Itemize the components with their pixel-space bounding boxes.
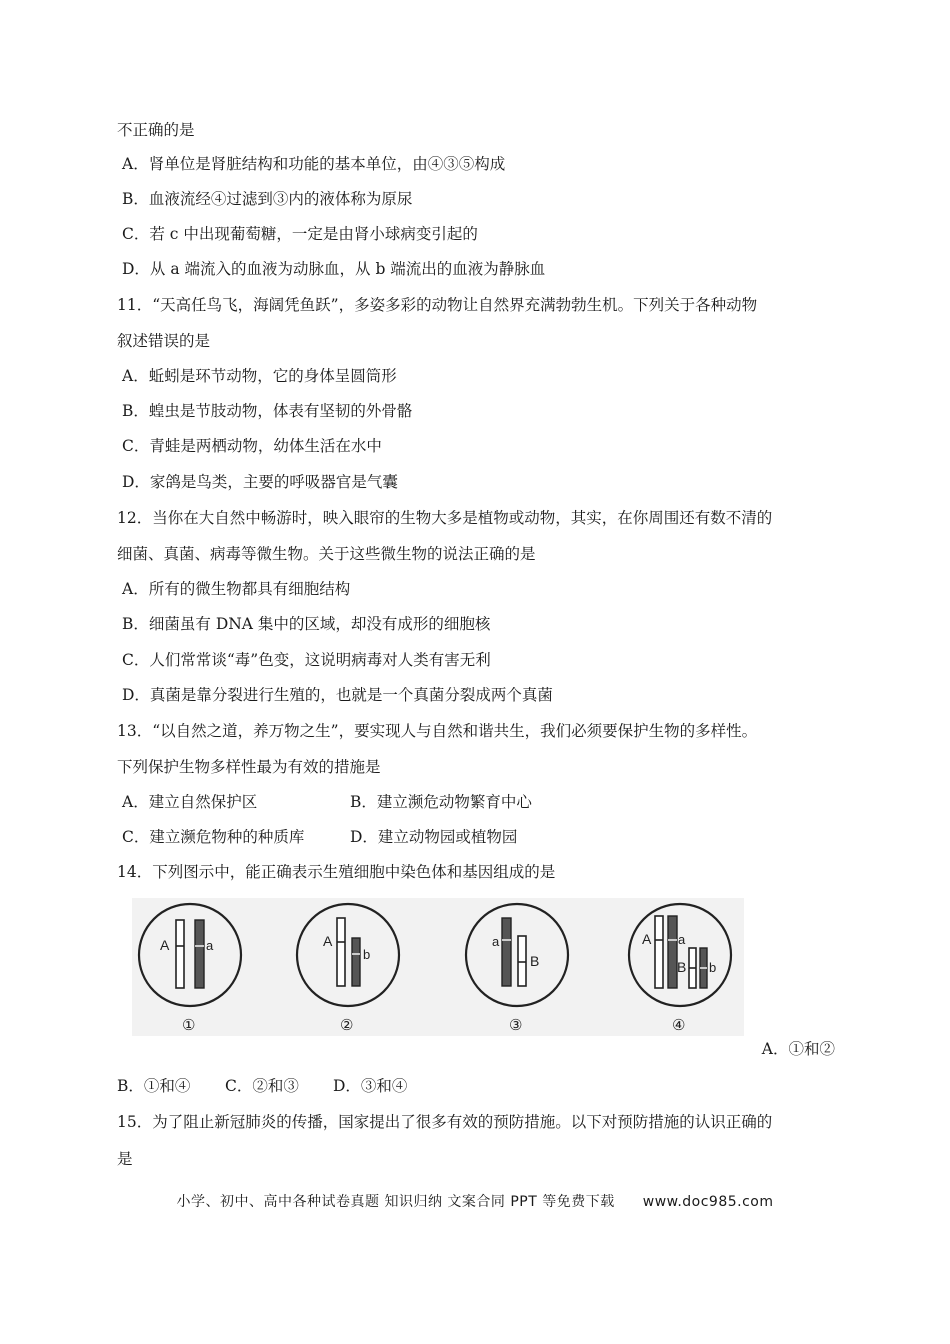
q12-stem-line1: 12．当你在大自然中畅游时，映入眼帘的生物大多是植物或动物，其实，在你周围还有数不清的 xyxy=(117,509,773,527)
cell-3-chromosome-dark xyxy=(502,918,511,986)
cell-2 xyxy=(297,904,399,1034)
q11-stem-line2: 叙述错误的是 xyxy=(117,332,211,350)
q12-option-b: B．细菌虽有 DNA 集中的区域，却没有成形的细胞核 xyxy=(122,615,491,633)
cell-4-label-1: A xyxy=(642,931,652,947)
cell-1-membrane xyxy=(139,904,241,1006)
cell-4-membrane xyxy=(629,904,731,1006)
q13-option-c: C．建立濒危物种的种质库 xyxy=(122,828,305,846)
q13-stem-line1: 13．“以自然之道，养万物之生”，要实现人与自然和谐共生，我们必须要保护生物的多样性。 xyxy=(117,722,758,740)
q10-option-d: D．从 a 端流入的血液为动脉血，从 b 端流出的血液为静脉血 xyxy=(122,260,546,278)
q14-option-c: C．②和③ xyxy=(225,1077,299,1095)
q11-option-d: D．家鸽是鸟类，主要的呼吸器官是气囊 xyxy=(122,473,398,491)
q12-option-c: C．人们常常谈“毒”色变，这说明病毒对人类有害无利 xyxy=(122,651,491,669)
q11-option-b: B．蝗虫是节肢动物，体表有坚韧的外骨骼 xyxy=(122,402,413,420)
q11-option-a: A．蚯蚓是环节动物，它的身体呈圆筒形 xyxy=(122,367,397,385)
cell-3-number: ③ xyxy=(509,1016,523,1034)
cell-4-label-4: b xyxy=(709,960,717,975)
q11-stem-line1: 11．“天高任鸟飞，海阔凭鱼跃”，多姿多彩的动物让自然界充满勃勃生机。下列关于各种动物 xyxy=(117,296,758,314)
q14-option-a: A．①和② xyxy=(761,1040,835,1058)
cell-4-chromosome-dark-long xyxy=(668,916,677,988)
cell-3-membrane xyxy=(466,904,568,1006)
q13-stem-line2: 下列保护生物多样性最为有效的措施是 xyxy=(117,758,381,776)
cell-1 xyxy=(139,904,241,1034)
q10-stem-tail: 不正确的是 xyxy=(117,121,195,139)
q13-option-a: A．建立自然保护区 xyxy=(122,793,258,811)
q12-stem-line2: 细菌、真菌、病毒等微生物。关于这些微生物的说法正确的是 xyxy=(117,545,536,563)
q14-stem: 14．下列图示中，能正确表示生殖细胞中染色体和基因组成的是 xyxy=(117,863,556,881)
chromosome-figure xyxy=(132,898,744,1036)
q10-option-c: C．若 c 中出现葡萄糖，一定是由肾小球病变引起的 xyxy=(122,225,478,243)
cell-1-number: ① xyxy=(182,1016,196,1034)
q15-stem-line1: 15．为了阻止新冠肺炎的传播，国家提出了很多有效的预防措施。以下对预防措施的认识正确的 xyxy=(117,1113,773,1131)
cell-2-label-2: b xyxy=(363,947,371,962)
cell-3-label-2: B xyxy=(530,953,540,969)
footer-url[interactable]: www.doc985.com xyxy=(642,1194,774,1210)
cell-2-chromosome-white xyxy=(337,918,345,986)
q11-option-c: C．青蛙是两栖动物，幼体生活在水中 xyxy=(122,437,382,455)
cell-3-chromosome-white xyxy=(518,936,526,986)
cell-2-membrane xyxy=(297,904,399,1006)
cell-1-label-1: A xyxy=(160,937,170,953)
cell-4-label-2: a xyxy=(678,932,686,947)
cell-3-label-1: a xyxy=(492,934,500,949)
q10-option-b: B．血液流经④过滤到③内的液体称为原尿 xyxy=(122,190,413,208)
q14-option-d: D．③和④ xyxy=(333,1077,408,1095)
q15-stem-line2: 是 xyxy=(117,1150,133,1168)
q12-option-a: A．所有的微生物都具有细胞结构 xyxy=(122,580,351,598)
page-footer xyxy=(0,1191,950,1211)
q13-option-b: B．建立濒危动物繁育中心 xyxy=(350,793,532,811)
cell-2-chromosome-dark xyxy=(352,938,360,986)
cell-4 xyxy=(629,904,731,1034)
q13-option-d: D．建立动物园或植物园 xyxy=(350,828,518,846)
cell-4-number: ④ xyxy=(672,1016,686,1034)
cell-2-label-1: A xyxy=(323,933,333,949)
q10-option-a: A．肾单位是肾脏结构和功能的基本单位，由④③⑤构成 xyxy=(122,155,506,173)
q14-option-b: B．①和④ xyxy=(117,1077,191,1095)
cell-1-label-2: a xyxy=(206,938,214,953)
cell-1-chromosome-dark xyxy=(195,920,204,988)
cell-2-number: ② xyxy=(340,1016,354,1034)
cell-1-chromosome-white xyxy=(176,920,184,988)
footer-text: 小学、初中、高中各种试卷真题 知识归纳 文案合同 PPT 等免费下载 xyxy=(176,1194,615,1210)
q12-option-d: D．真菌是靠分裂进行生殖的，也就是一个真菌分裂成两个真菌 xyxy=(122,686,553,704)
cell-4-chromosome-white-long xyxy=(655,916,663,988)
cell-4-label-3: B xyxy=(677,959,687,975)
cell-3 xyxy=(466,904,568,1034)
